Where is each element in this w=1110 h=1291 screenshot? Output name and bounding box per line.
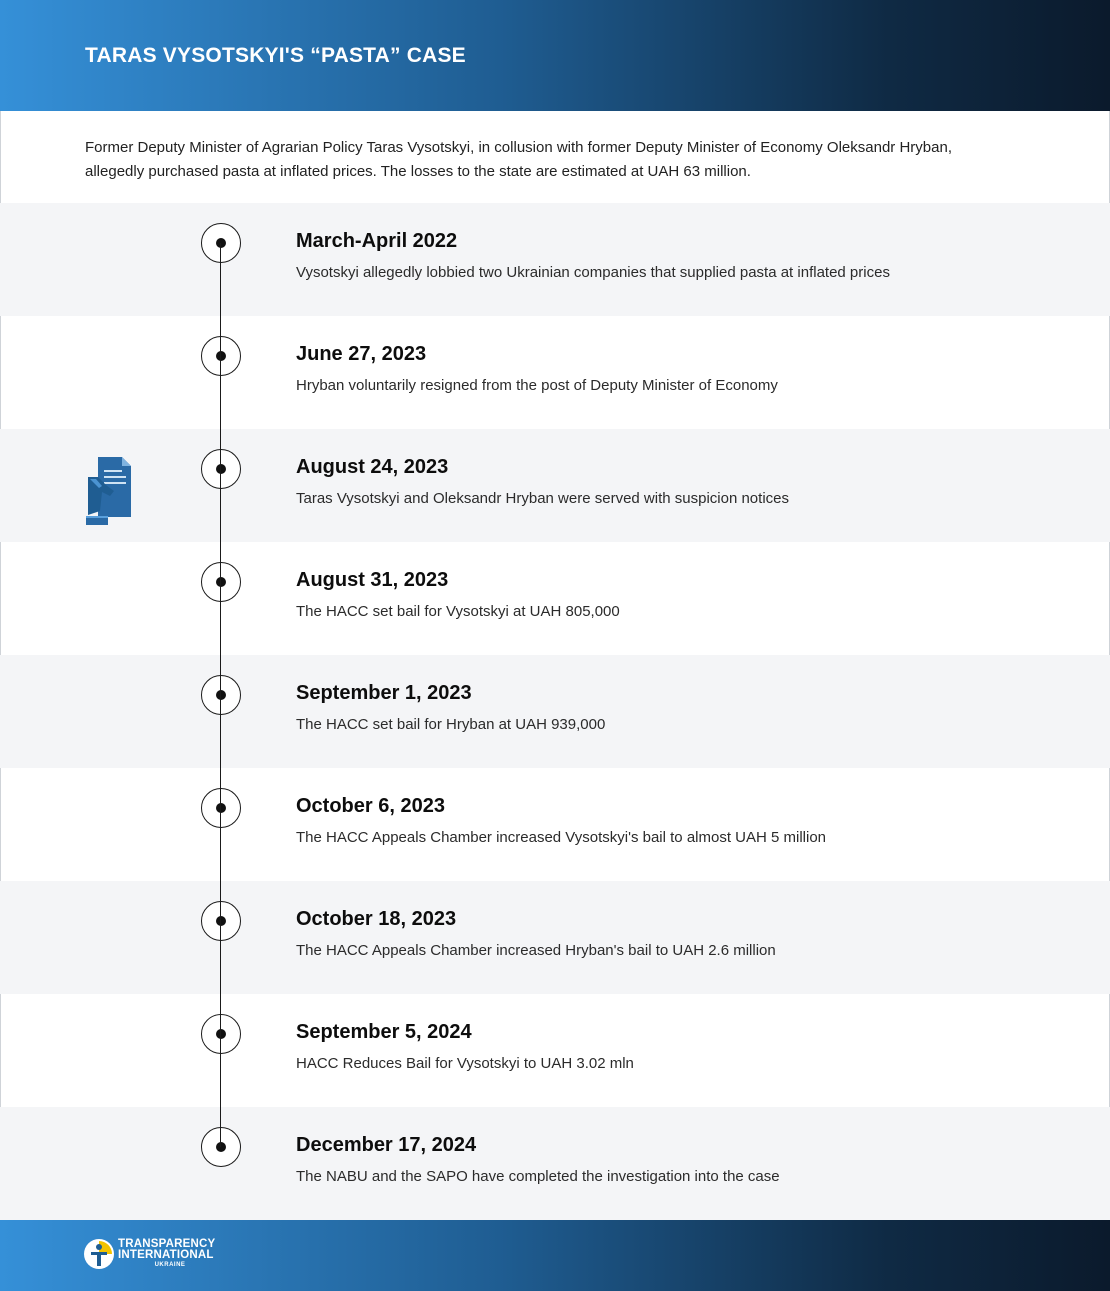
timeline-item [0,1107,1110,1220]
timeline-node-icon [201,1014,241,1054]
timeline-item [0,316,1110,429]
transparency-international-logo-icon [83,1238,115,1270]
timeline-node-icon [201,449,241,489]
timeline-description: The HACC Appeals Chamber increased Vysotskyi's bail to almost UAH 5 million [296,829,827,846]
timeline-description: Vysotskyi allegedly lobbied two Ukrainian companies that supplied pasta at inflated prices [296,264,890,281]
document-hand-icon [84,455,134,527]
footer-banner [0,1220,1110,1291]
timeline-description: Taras Vysotskyi and Oleksandr Hryban were served with suspicion notices [296,490,789,507]
page-title: TARAS VYSOTSKYI'S “PASTA” CASE [85,44,466,67]
intro-paragraph: Former Deputy Minister of Agrarian Policy Taras Vysotskyi, in collusion with former Deputy Minister of Economy Oleksandr Hryban, allegedly purchased pasta at inflated prices. The losses to the state are estimated at UAH 63 million. [85,139,952,180]
timeline-date: August 24, 2023 [296,456,449,478]
timeline-date: December 17, 2024 [296,1134,477,1156]
timeline [0,203,1110,1220]
transparency-international-logo [83,1238,233,1274]
timeline-item [0,881,1110,994]
timeline-node-icon [201,562,241,602]
logo-text-line: INTERNATIONAL [118,1249,214,1261]
timeline-line [220,243,221,1147]
timeline-date: October 6, 2023 [296,795,445,817]
timeline-node-icon [201,336,241,376]
logo-text-line: TRANSPARENCY [118,1238,216,1250]
timeline-item [0,768,1110,881]
timeline-node-icon [201,223,241,263]
timeline-date: September 1, 2023 [296,682,472,704]
timeline-description: The HACC Appeals Chamber increased Hryban's bail to UAH 2.6 million [296,942,776,959]
timeline-node-icon [201,675,241,715]
header-banner [0,0,1110,111]
timeline-date: June 27, 2023 [296,343,427,365]
timeline-description: HACC Reduces Bail for Vysotskyi to UAH 3.02 mln [296,1055,634,1072]
timeline-description: The HACC set bail for Hryban at UAH 939,000 [296,716,606,733]
timeline-date: March-April 2022 [296,230,458,252]
timeline-item [0,994,1110,1107]
timeline-item [0,655,1110,768]
timeline-date: October 18, 2023 [296,908,457,930]
timeline-description: The HACC set bail for Vysotskyi at UAH 805,000 [296,603,620,620]
logo-text-line: UKRAINE [154,1262,186,1268]
timeline-node-icon [201,901,241,941]
timeline-date: September 5, 2024 [296,1021,472,1043]
timeline-description: The NABU and the SAPO have completed the investigation into the case [296,1168,780,1185]
timeline-node-icon [201,788,241,828]
timeline-date: August 31, 2023 [296,569,449,591]
timeline-description: Hryban voluntarily resigned from the post of Deputy Minister of Economy [296,377,778,394]
timeline-item [0,542,1110,655]
timeline-item [0,203,1110,316]
timeline-node-icon [201,1127,241,1167]
timeline-item [0,429,1110,542]
